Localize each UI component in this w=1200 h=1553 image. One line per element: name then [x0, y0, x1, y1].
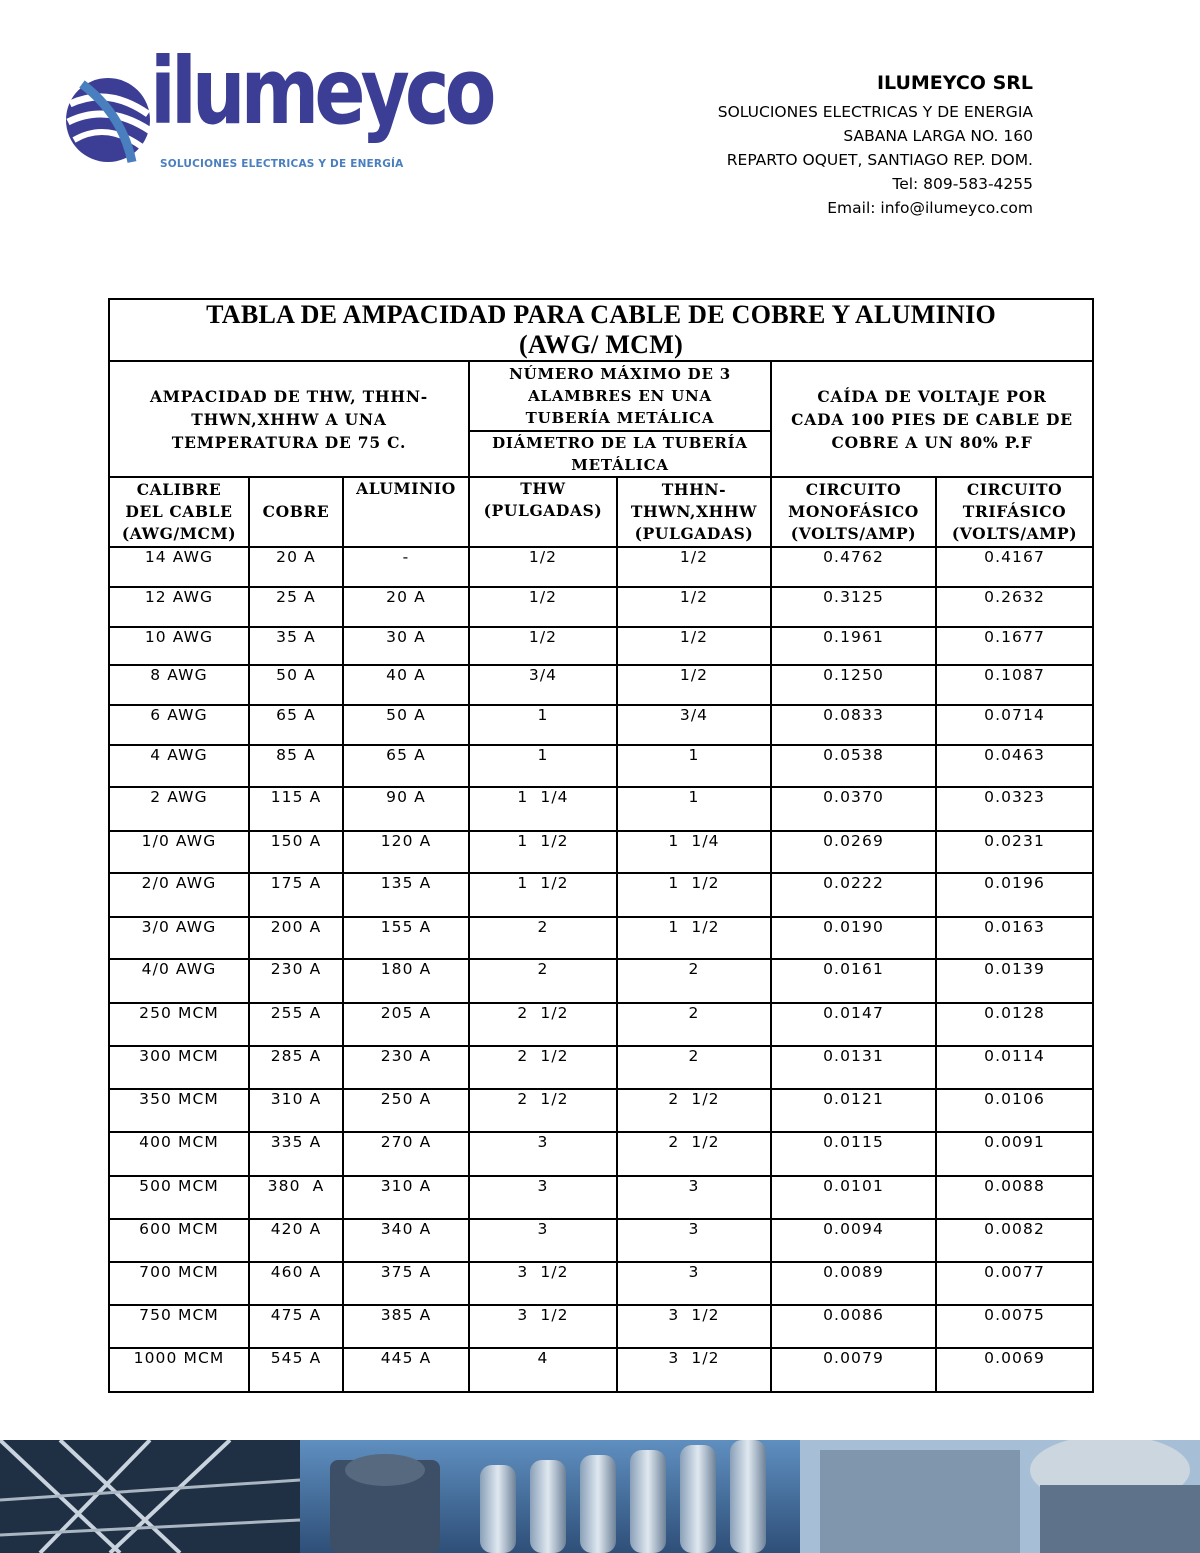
cell-copper: 310 A [249, 1089, 343, 1132]
cell-thhn: 3 [617, 1176, 771, 1219]
logo-tagline: SOLUCIONES ELECTRICAS Y DE ENERGÍA [160, 158, 404, 170]
cell-gauge: 10 AWG [109, 627, 249, 665]
cell-copper: 420 A [249, 1219, 343, 1262]
cell-copper: 200 A [249, 917, 343, 959]
cell-three-phase: 0.0323 [936, 787, 1093, 831]
company-tagline: SOLUCIONES ELECTRICAS Y DE ENERGIA [717, 103, 1033, 121]
cell-aluminum: 385 A [343, 1305, 469, 1348]
column-header-row [109, 477, 1093, 547]
cell-single-phase: 0.0089 [771, 1262, 936, 1305]
cell-three-phase: 0.0088 [936, 1176, 1093, 1219]
cell-gauge: 700 MCM [109, 1262, 249, 1305]
cell-copper: 115 A [249, 787, 343, 831]
cell-thw: 1 [469, 705, 617, 745]
cell-three-phase: 0.0231 [936, 831, 1093, 873]
cell-aluminum: 120 A [343, 831, 469, 873]
company-address-street: SABANA LARGA NO. 160 [843, 127, 1033, 145]
cell-single-phase: 0.1250 [771, 665, 936, 705]
cell-thhn: 2 1/2 [617, 1089, 771, 1132]
company-name: ILUMEYCO SRL [876, 72, 1033, 94]
cell-aluminum: 180 A [343, 959, 469, 1003]
cell-single-phase: 0.0101 [771, 1176, 936, 1219]
cell-gauge: 12 AWG [109, 587, 249, 627]
cell-thhn: 1 [617, 787, 771, 831]
table-row [109, 873, 1093, 917]
group-header-conduit-diameter: DIÁMETRO DE LA TUBERÍA METÁLICA [469, 431, 771, 477]
cell-thhn: 3/4 [617, 705, 771, 745]
cell-gauge: 3/0 AWG [109, 917, 249, 959]
cell-single-phase: 0.0161 [771, 959, 936, 1003]
col-header-thhn: THHN- THWN,XHHW (PULGADAS) [617, 477, 771, 547]
cell-thw: 3/4 [469, 665, 617, 705]
cell-gauge: 8 AWG [109, 665, 249, 705]
cell-aluminum: 135 A [343, 873, 469, 917]
cell-single-phase: 0.0121 [771, 1089, 936, 1132]
cell-gauge: 1000 MCM [109, 1348, 249, 1392]
cell-copper: 380 A [249, 1176, 343, 1219]
logo-globe-icon [62, 74, 162, 169]
cell-single-phase: 0.0833 [771, 705, 936, 745]
transformer-photo-image [0, 1440, 1200, 1553]
cell-gauge: 4 AWG [109, 745, 249, 787]
group-header-row [109, 361, 1093, 431]
cell-thhn: 2 1/2 [617, 1132, 771, 1176]
cell-gauge: 6 AWG [109, 705, 249, 745]
table-row [109, 831, 1093, 873]
cell-thhn: 2 [617, 959, 771, 1003]
cell-aluminum: 65 A [343, 745, 469, 787]
cell-single-phase: 0.0094 [771, 1219, 936, 1262]
cell-three-phase: 0.0075 [936, 1305, 1093, 1348]
cell-gauge: 2 AWG [109, 787, 249, 831]
cell-thw: 2 [469, 917, 617, 959]
cell-copper: 460 A [249, 1262, 343, 1305]
col-header-three-phase: CIRCUITO TRIFÁSICO (VOLTS/AMP) [936, 477, 1093, 547]
cell-single-phase: 0.4762 [771, 547, 936, 587]
company-email: Email: info@ilumeyco.com [827, 199, 1033, 217]
table-row [109, 1176, 1093, 1219]
cell-three-phase: 0.0069 [936, 1348, 1093, 1392]
cell-thw: 2 [469, 959, 617, 1003]
cell-single-phase: 0.0086 [771, 1305, 936, 1348]
cell-thhn: 1/2 [617, 665, 771, 705]
cell-three-phase: 0.0163 [936, 917, 1093, 959]
cell-copper: 65 A [249, 705, 343, 745]
cell-aluminum: 250 A [343, 1089, 469, 1132]
cell-copper: 255 A [249, 1003, 343, 1046]
table-title-row [109, 299, 1093, 361]
cell-thw: 3 1/2 [469, 1262, 617, 1305]
cell-copper: 50 A [249, 665, 343, 705]
cell-thhn: 1 1/2 [617, 873, 771, 917]
cell-thw: 1 1/2 [469, 831, 617, 873]
cell-thw: 2 1/2 [469, 1046, 617, 1089]
table-row [109, 547, 1093, 587]
cell-thw: 3 1/2 [469, 1305, 617, 1348]
col-header-aluminum: ALUMINIO [343, 477, 469, 547]
cell-three-phase: 0.0196 [936, 873, 1093, 917]
ampacity-table [108, 298, 1094, 1393]
table-row [109, 1132, 1093, 1176]
cell-thw: 1 1/2 [469, 873, 617, 917]
cell-single-phase: 0.0269 [771, 831, 936, 873]
cell-aluminum: 30 A [343, 627, 469, 665]
cell-aluminum: 50 A [343, 705, 469, 745]
cell-three-phase: 0.1677 [936, 627, 1093, 665]
table-row [109, 1219, 1093, 1262]
cell-gauge: 2/0 AWG [109, 873, 249, 917]
cell-thhn: 3 [617, 1262, 771, 1305]
cell-three-phase: 0.0114 [936, 1046, 1093, 1089]
cell-thw: 1 [469, 745, 617, 787]
cell-single-phase: 0.1961 [771, 627, 936, 665]
col-header-gauge: CALIBRE DEL CABLE (AWG/MCM) [109, 477, 249, 547]
cell-thhn: 1/2 [617, 587, 771, 627]
company-info [718, 72, 1033, 220]
cell-thw: 3 [469, 1219, 617, 1262]
company-logo [62, 38, 492, 178]
company-phone: Tel: 809-583-4255 [892, 175, 1033, 193]
table-row [109, 917, 1093, 959]
cell-copper: 230 A [249, 959, 343, 1003]
cell-single-phase: 0.0190 [771, 917, 936, 959]
cell-copper: 545 A [249, 1348, 343, 1392]
cell-aluminum: 230 A [343, 1046, 469, 1089]
cell-three-phase: 0.0091 [936, 1132, 1093, 1176]
cell-aluminum: 270 A [343, 1132, 469, 1176]
cell-copper: 85 A [249, 745, 343, 787]
cell-gauge: 250 MCM [109, 1003, 249, 1046]
cell-gauge: 4/0 AWG [109, 959, 249, 1003]
cell-thw: 4 [469, 1348, 617, 1392]
table-row [109, 745, 1093, 787]
cell-aluminum: 155 A [343, 917, 469, 959]
cell-thw: 1 1/4 [469, 787, 617, 831]
cell-gauge: 750 MCM [109, 1305, 249, 1348]
cell-thw: 1/2 [469, 547, 617, 587]
cell-gauge: 300 MCM [109, 1046, 249, 1089]
cell-gauge: 500 MCM [109, 1176, 249, 1219]
cell-three-phase: 0.0082 [936, 1219, 1093, 1262]
cell-single-phase: 0.0222 [771, 873, 936, 917]
cell-three-phase: 0.0106 [936, 1089, 1093, 1132]
col-header-copper: COBRE [249, 477, 343, 547]
cell-copper: 35 A [249, 627, 343, 665]
cell-copper: 25 A [249, 587, 343, 627]
cell-aluminum: 375 A [343, 1262, 469, 1305]
cell-three-phase: 0.2632 [936, 587, 1093, 627]
cell-single-phase: 0.0115 [771, 1132, 936, 1176]
cell-three-phase: 0.0077 [936, 1262, 1093, 1305]
table-row [109, 1046, 1093, 1089]
table-row [109, 1305, 1093, 1348]
cell-single-phase: 0.0538 [771, 745, 936, 787]
cell-aluminum: 20 A [343, 587, 469, 627]
cell-copper: 285 A [249, 1046, 343, 1089]
cell-gauge: 600 MCM [109, 1219, 249, 1262]
logo-wordmark: ilumeyco [150, 38, 492, 145]
cell-copper: 175 A [249, 873, 343, 917]
col-header-thw: THW (PULGADAS) [469, 477, 617, 547]
table-row [109, 1262, 1093, 1305]
col-header-single-phase: CIRCUITO MONOFÁSICO (VOLTS/AMP) [771, 477, 936, 547]
cell-aluminum: 205 A [343, 1003, 469, 1046]
table-row [109, 665, 1093, 705]
table-body [109, 547, 1093, 1392]
cell-gauge: 350 MCM [109, 1089, 249, 1132]
cell-single-phase: 0.0370 [771, 787, 936, 831]
cell-aluminum: 310 A [343, 1176, 469, 1219]
cell-single-phase: 0.0131 [771, 1046, 936, 1089]
cell-thw: 2 1/2 [469, 1003, 617, 1046]
cell-thhn: 2 [617, 1003, 771, 1046]
cell-thhn: 2 [617, 1046, 771, 1089]
cell-copper: 475 A [249, 1305, 343, 1348]
cell-copper: 20 A [249, 547, 343, 587]
cell-three-phase: 0.4167 [936, 547, 1093, 587]
cell-thw: 1/2 [469, 587, 617, 627]
table-title: TABLA DE AMPACIDAD PARA CABLE DE COBRE Y ALUMINIO (AWG/ MCM) [109, 299, 1093, 361]
footer-transformer-photo [0, 1440, 1200, 1553]
cell-gauge: 14 AWG [109, 547, 249, 587]
cell-thw: 3 [469, 1132, 617, 1176]
table-row [109, 627, 1093, 665]
cell-single-phase: 0.3125 [771, 587, 936, 627]
cell-three-phase: 0.0714 [936, 705, 1093, 745]
table-row [109, 705, 1093, 745]
cell-thhn: 1/2 [617, 547, 771, 587]
table-row [109, 1089, 1093, 1132]
group-header-conduit-count: NÚMERO MÁXIMO DE 3 ALAMBRES EN UNA TUBERÍA METÁLICA [469, 361, 771, 431]
cell-aluminum: 340 A [343, 1219, 469, 1262]
cell-three-phase: 0.0139 [936, 959, 1093, 1003]
company-address-city: REPARTO OQUET, SANTIAGO REP. DOM. [726, 151, 1033, 169]
cell-copper: 335 A [249, 1132, 343, 1176]
table-row [109, 1003, 1093, 1046]
cell-thhn: 1 [617, 745, 771, 787]
cell-thw: 1/2 [469, 627, 617, 665]
cell-thhn: 3 1/2 [617, 1348, 771, 1392]
cell-thhn: 3 [617, 1219, 771, 1262]
group-header-voltage-drop: CAÍDA DE VOLTAJE POR CADA 100 PIES DE CABLE DE COBRE A UN 80% P.F [771, 361, 1093, 477]
cell-thhn: 1 1/2 [617, 917, 771, 959]
cell-aluminum: - [343, 547, 469, 587]
cell-aluminum: 445 A [343, 1348, 469, 1392]
cell-copper: 150 A [249, 831, 343, 873]
cell-single-phase: 0.0079 [771, 1348, 936, 1392]
cell-three-phase: 0.0463 [936, 745, 1093, 787]
cell-thhn: 1/2 [617, 627, 771, 665]
table-row [109, 587, 1093, 627]
cell-aluminum: 40 A [343, 665, 469, 705]
table-row [109, 1348, 1093, 1392]
cell-thhn: 3 1/2 [617, 1305, 771, 1348]
table-row [109, 787, 1093, 831]
cell-thhn: 1 1/4 [617, 831, 771, 873]
group-header-ampacity: AMPACIDAD DE THW, THHN- THWN,XHHW A UNA TEMPERATURA DE 75 C. [109, 361, 469, 477]
table-row [109, 959, 1093, 1003]
cell-gauge: 400 MCM [109, 1132, 249, 1176]
cell-aluminum: 90 A [343, 787, 469, 831]
cell-three-phase: 0.1087 [936, 665, 1093, 705]
cell-thw: 3 [469, 1176, 617, 1219]
cell-single-phase: 0.0147 [771, 1003, 936, 1046]
cell-gauge: 1/0 AWG [109, 831, 249, 873]
cell-three-phase: 0.0128 [936, 1003, 1093, 1046]
cell-thw: 2 1/2 [469, 1089, 617, 1132]
